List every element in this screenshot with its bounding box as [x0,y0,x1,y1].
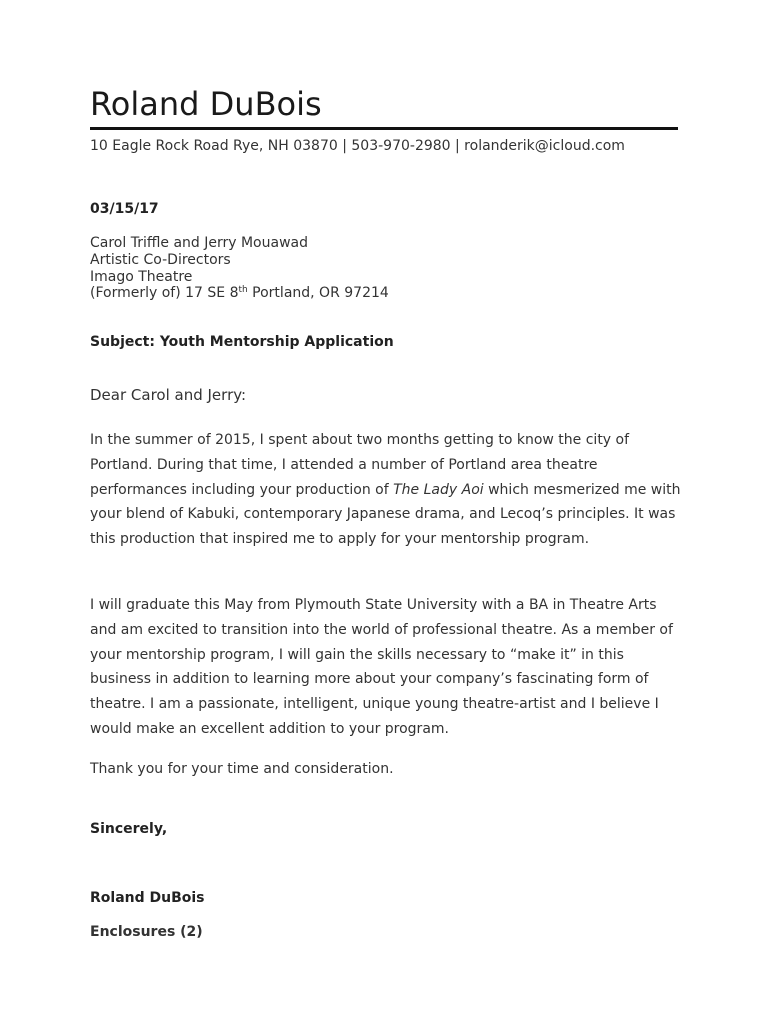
recipient-title: Artistic Co-Directors [90,251,231,268]
salutation: Dear Carol and Jerry: [90,386,247,404]
paragraph-line: would make an excellent addition to your program. [90,720,449,737]
signature-name: Roland DuBois [90,890,205,906]
paragraph-text: performances including your production of [90,481,394,498]
closing: Sincerely, [90,821,168,837]
paragraph-line: your blend of Kabuki, contemporary Japanese drama, and Lecoq’s principles. It was [90,506,676,523]
letter-date: 03/15/17 [90,201,159,217]
recipient-names: Carol Triffle and Jerry Mouawad [90,235,308,251]
enclosures-note: Enclosures (2) [90,924,203,940]
paragraph-line: your mentorship program, I will gain the skills necessary to “make it” in this [90,646,624,663]
recipient-address [90,285,389,302]
paragraph-line: theatre. I am a passionate, intelligent, unique young theatre-artist and I believe I [90,696,659,713]
paragraph-line: I will graduate this May from Plymouth State University with a BA in Theatre Arts [90,597,657,613]
sender-contact: 10 Eagle Rock Road Rye, NH 03870 | 503-970-2980 | rolanderik@icloud.com [90,138,625,154]
recipient-organization: Imago Theatre [90,268,193,285]
body-paragraph-2 [90,593,690,742]
production-title: The Lady Aoi [393,481,484,498]
paragraph-line [90,478,690,503]
paragraph-line: business in addition to learning more about your company’s fascinating form of [90,671,649,688]
paragraph-text: which mesmerized me with [483,481,681,498]
header-divider [90,127,678,130]
recipient-address-suffix: Portland, OR 97214 [247,285,389,302]
body-paragraph-1 [90,428,690,552]
sender-name: Roland DuBois [90,85,322,123]
subject-line: Subject: Youth Mentorship Application [90,334,394,350]
recipient-address-ordinal: th [238,285,248,296]
paragraph-line: this production that inspired me to apply for your mentorship program. [90,531,590,548]
recipient-block [90,235,389,302]
recipient-address-prefix: (Formerly of) 17 SE 8 [90,285,239,302]
paragraph-line: and am excited to transition into the world of professional theatre. As a member of [90,621,673,638]
paragraph-line: Portland. During that time, I attended a number of Portland area theatre [90,456,598,473]
body-paragraph-3: Thank you for your time and consideration. [90,761,394,777]
paragraph-line: In the summer of 2015, I spent about two months getting to know the city of [90,432,630,448]
